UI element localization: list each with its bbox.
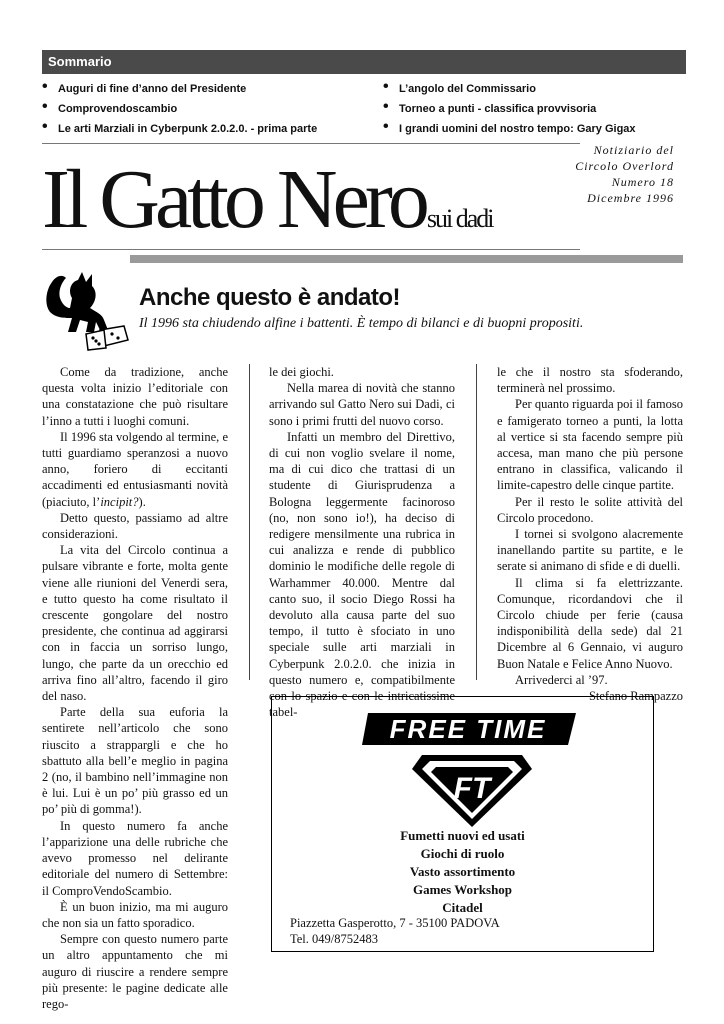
free-time-logo bbox=[362, 705, 582, 831]
paragraph bbox=[42, 429, 228, 510]
issue-info bbox=[575, 142, 674, 206]
issue-info-line: Notiziario del bbox=[593, 143, 674, 157]
incipit-word: incipit? bbox=[100, 494, 139, 509]
article-column-1 bbox=[42, 364, 228, 1012]
paragraph-text: ). bbox=[138, 494, 146, 509]
paragraph: La vita del Circolo continua a pulsare vibrante e forte, molta gente viene alle riunioni del Venerdi sera, e tutto questo ha come risultato il crescente gongolare del nostro presidente, che continua ad aggirarsi con in faccia un sorriso lungo, lungo, che parte da un orecchio ed arriva fino all’altro, facendo il giro del naso. bbox=[42, 543, 228, 704]
paragraph: le che il nostro sta sfoderando, terminerà nel prossimo. bbox=[497, 365, 683, 396]
summary-list-right bbox=[383, 82, 636, 142]
paragraph-text: Il 1996 sta volgendo al termine, e tutti guardiamo speranzosi a nuovo anno, foriero di eccitanti accadimenti ed entusiasmanti novità (piaciuto, l’ bbox=[42, 429, 228, 509]
paragraph: Arrivederci al ’97. bbox=[515, 672, 608, 687]
paragraph: I tornei si svolgono alacremente inanellando partite su partite, e le serate si animano di sfide e di duelli. bbox=[497, 527, 683, 574]
ft-monogram: FT bbox=[453, 772, 491, 805]
paragraph: È un buon inizio, ma mi auguro che non sia un fatto sporadico. bbox=[42, 899, 228, 930]
advertisement bbox=[271, 696, 654, 952]
ad-phone: Tel. 049/8752483 bbox=[290, 932, 379, 946]
ad-line: Giochi di ruolo bbox=[420, 846, 505, 861]
issue-info-line: Numero 18 bbox=[611, 175, 674, 189]
paragraph: Sempre con questo numero parte un altro appuntamento che mi auguro di riuscire a rendere sempre più presente: le pagine dedicate alle rego- bbox=[42, 932, 228, 1011]
summary-item: • Torneo a punti - classifica provvisoria bbox=[383, 102, 636, 122]
masthead-title bbox=[42, 150, 492, 269]
ad-line: Citadel bbox=[442, 900, 483, 915]
subheadline: Il 1996 sta chiudendo alfine i battenti. È tempo di bilanci e di buopni propositi. bbox=[139, 316, 584, 331]
paragraph: Per quanto riguarda poi il famoso e famigerato torneo a punti, la lotta al vertice si sta facendo sempre più accesa, man mano che più persone entrano in classifica, valicando il limite-capestro delle cinque partite. bbox=[497, 397, 683, 493]
headline: Anche questo è andato! bbox=[139, 284, 401, 311]
summary-item: • L’angolo del Commissario bbox=[383, 82, 636, 102]
black-cat-on-dice-icon bbox=[42, 268, 132, 352]
column-divider bbox=[249, 364, 250, 680]
issue-info-line: Dicembre 1996 bbox=[587, 191, 674, 205]
headline-bar bbox=[130, 255, 683, 263]
divider bbox=[42, 143, 580, 144]
column-divider bbox=[476, 364, 477, 680]
paragraph: In questo numero fa anche l’apparizione una delle rubriche che avevo promesso nel delirante editoriale del numero di Settembre: il ComproVendoScambio. bbox=[42, 818, 228, 898]
summary-list-left bbox=[42, 82, 317, 142]
ad-line: Vasto assortimento bbox=[409, 864, 516, 879]
paragraph: le dei giochi. bbox=[269, 365, 334, 379]
summary-item: • I grandi uomini del nostro tempo: Gary Gigax bbox=[383, 122, 636, 142]
ad-contact bbox=[290, 915, 500, 947]
paragraph: Come da tradizione, anche questa volta inizio l’editoriale con una constatazione che può risultare l’inno a tutti i luoghi comuni. bbox=[42, 365, 228, 428]
signature: Stefano Rampazzo bbox=[588, 689, 683, 704]
paragraph: Il clima si fa elettrizzante. Comunque, ricordandovi che il Circolo chiude per ferie (causa indisponibilità della sede) dal 21 Dicembre al 6 Gennaio, vi auguro Buon Natale e Felice Anno Nuovo. bbox=[497, 575, 683, 671]
paragraph: Detto questo, passiamo ad altre considerazioni. bbox=[42, 510, 228, 542]
free-time-logo-text: FREE TIME bbox=[389, 714, 547, 744]
summary-item: • Auguri di fine d’anno del Presidente bbox=[42, 82, 317, 102]
summary-item: • Le arti Marziali in Cyberpunk 2.0.2.0. - prima parte bbox=[42, 122, 317, 142]
newspaper-subtitle: sui dadi bbox=[426, 204, 493, 233]
ad-line: Games Workshop bbox=[412, 882, 513, 897]
paragraph: Parte della sua euforia la sentirete nell’articolo che sono riuscito a strappargli e che ho sbattuto alla bell’e meglio in pagina 2 (no, il bambino nell’immagine non è lui. Lui è un po’ più grasso ed un po’ più di gomma!). bbox=[42, 705, 228, 817]
issue-info-line: Circolo Overlord bbox=[575, 159, 674, 173]
paragraph: Nella marea di novità che stanno arrivando sul Gatto Nero sui Dadi, ci sono i primi frutti del nuovo corso. bbox=[269, 381, 455, 428]
ad-address: Piazzetta Gasperotto, 7 - 35100 PADOVA bbox=[290, 916, 500, 930]
ad-line: Fumetti nuovi ed usati bbox=[400, 828, 525, 843]
summary-item: • Comprovendoscambio bbox=[42, 102, 317, 122]
paragraph: Infatti un membro del Direttivo, di cui non voglio svelare il nome, ma di cui dico che trattasi di un studente di Giurisprudenza a Bologna leggermente facinoroso (no, non sono io!), ha deciso di redigere mensilmente una rubrica in cui analizza e rende di pubblico dominio le modifiche delle regole di Warhammer 40.000. Mentre dal canto suo, il socio Diego Rossi ha devoluto alla causa parte del suo tempo, il tutto è sfociato in uno speciale sulle arti marziali in Cyberpunk 2.0.2.0. che inizia in questo numero e, compatibilmente con lo spazio e con le intricatissime tabel- bbox=[269, 429, 455, 720]
newspaper-name: Il Gatto Nero bbox=[42, 153, 425, 246]
summary-header: Sommario bbox=[42, 50, 686, 74]
article-column-3 bbox=[497, 364, 683, 704]
article-column-2 bbox=[269, 364, 455, 720]
divider bbox=[42, 249, 580, 250]
ad-products bbox=[272, 827, 653, 917]
paragraph: Per il resto le solite attività del Circolo procedono. bbox=[497, 494, 683, 525]
